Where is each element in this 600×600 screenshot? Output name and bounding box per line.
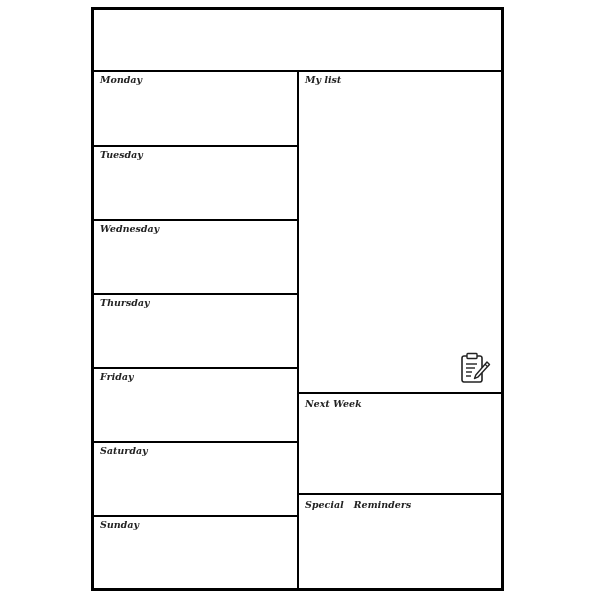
- day-box-friday: [94, 369, 299, 443]
- next-week-box: [299, 394, 501, 495]
- right-column: [299, 72, 501, 588]
- special-reminders-box: [299, 495, 501, 588]
- special-reminders-label: Special Reminders: [305, 500, 412, 511]
- day-box-saturday: [94, 443, 299, 517]
- day-label-wednesday: Wednesday: [100, 224, 160, 235]
- day-label-tuesday: Tuesday: [100, 150, 143, 161]
- day-box-thursday: [94, 295, 299, 369]
- day-box-sunday: [94, 517, 299, 588]
- header-area: [94, 10, 501, 72]
- day-label-monday: Monday: [100, 75, 143, 86]
- day-box-tuesday: [94, 147, 299, 221]
- day-box-monday: [94, 72, 299, 147]
- days-column: [94, 72, 299, 588]
- day-label-thursday: Thursday: [100, 298, 150, 309]
- day-box-wednesday: [94, 221, 299, 295]
- clipboard-pencil-icon: [459, 352, 491, 386]
- day-label-friday: Friday: [100, 372, 134, 383]
- weekly-planner-board: [91, 7, 504, 591]
- my-list-label: My list: [305, 75, 342, 86]
- next-week-label: Next Week: [305, 399, 362, 410]
- my-list-box: [299, 72, 501, 394]
- day-label-sunday: Sunday: [100, 520, 139, 531]
- day-label-saturday: Saturday: [100, 446, 148, 457]
